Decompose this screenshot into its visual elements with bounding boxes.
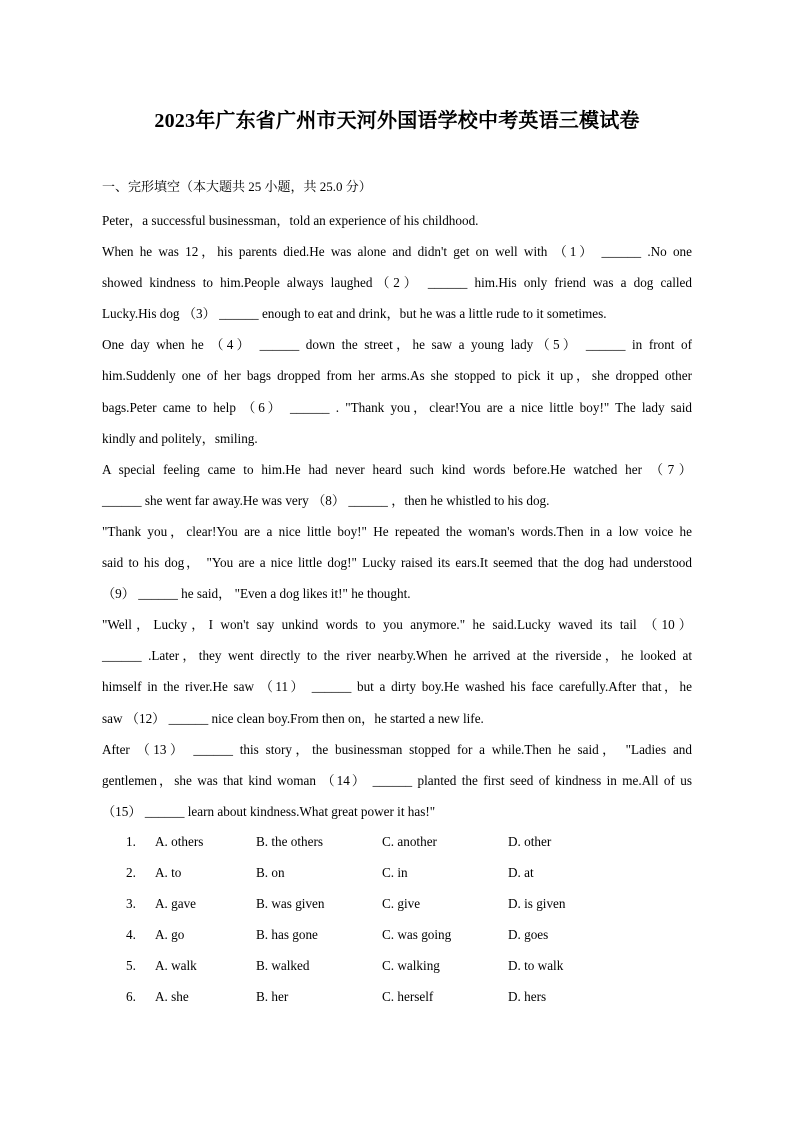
option-d: D. goes — [508, 927, 549, 943]
question-row — [102, 919, 662, 950]
passage-line: After （13） ______ this story，the businessman stopped for a while.Then he said， "Ladies and — [102, 741, 692, 757]
option-b: B. has gone — [256, 927, 318, 943]
passage-line: Lucky.His dog （3） ______ enough to eat and drink，but he was a little rude to it sometimes. — [102, 306, 607, 322]
question-row — [102, 888, 662, 919]
option-b: B. her — [256, 989, 289, 1005]
option-c: C. walking — [382, 958, 440, 974]
option-d: D. other — [508, 834, 552, 849]
passage-line: When he was 12，his parents died.He was alone and didn't get on well with （1） ______ .No one — [102, 244, 692, 260]
passage-line: gentlemen，she was that kind woman （14） ______ planted the first seed of kindness in me.All of us — [102, 772, 692, 788]
question-number: 6. — [126, 989, 136, 1005]
question-row — [102, 950, 662, 981]
question-number: 5. — [126, 958, 136, 974]
option-c: C. another — [382, 834, 437, 849]
option-b: B. on — [256, 865, 285, 881]
passage-line: Peter，a successful businessman，told an experience of his childhood. — [102, 213, 479, 228]
question-row — [102, 981, 662, 1012]
passage-line: saw （12） ______ nice clean boy.From then on，he started a new life. — [102, 710, 484, 726]
passage-line: （15） ______ learn about kindness.What great power it has!" — [102, 803, 436, 819]
passage-line: showed kindness to him.People always laughed（2） ______ him.His only friend was a dog called — [102, 275, 692, 291]
option-c: C. in — [382, 865, 408, 881]
passage-line: A special feeling came to him.He had never heard such kind words before.He watched her （7） — [102, 461, 692, 477]
question-number: 4. — [126, 927, 136, 943]
exam-title: 2023年广东省广州市天河外国语学校中考英语三模试卷 — [154, 110, 640, 132]
option-c: C. give — [382, 896, 421, 912]
option-b: B. the others — [256, 834, 324, 849]
option-c: C. was going — [382, 927, 452, 943]
question-row — [102, 826, 662, 857]
option-d: D. at — [508, 865, 534, 881]
passage-line: ______ .Later，they went directly to the river nearby.When he arrived at the riverside，he looked at — [102, 648, 692, 664]
question-number: 2. — [126, 865, 136, 881]
passage-line: himself in the river.He saw （11） ______ but a dirty boy.He washed his face carefully.After that，he — [102, 679, 692, 695]
option-a: A. gave — [155, 896, 197, 912]
option-a: A. to — [155, 865, 182, 881]
passage-line: kindly and politely，smiling. — [102, 430, 258, 446]
passage-line: "Thank you，clear!You are a nice little boy!" He repeated the woman's words.Then in a low voice he — [102, 523, 692, 539]
question-number: 3. — [126, 896, 136, 912]
option-b: B. walked — [256, 958, 310, 974]
option-a: A. go — [155, 927, 185, 943]
passage-line: One day when he （4） ______ down the street，he saw a young lady（5） ______ in front of — [102, 337, 692, 353]
option-d: D. is given — [508, 896, 566, 912]
question-row — [102, 857, 662, 888]
option-a: A. she — [155, 989, 189, 1005]
cloze-passage — [102, 205, 692, 827]
option-d: D. hers — [508, 989, 547, 1005]
section-heading: 一、完形填空（本大题共 25 小题，共 25.0 分） — [102, 179, 372, 194]
answer-options — [102, 826, 662, 1013]
passage-line: said to his dog， "You are a nice little dog!" Lucky raised its ears.It seemed that the dog had understood — [102, 555, 692, 571]
passage-line: ______ she went far away.He was very （8） ______ ，then he whistled to his dog. — [102, 492, 550, 508]
question-number: 1. — [126, 834, 136, 849]
passage-line: （9） ______ he said， "Even a dog likes it!" he thought. — [102, 586, 411, 602]
option-c: C. herself — [382, 989, 434, 1005]
passage-line: "Well，Lucky，I won't say unkind words to you anymore." he said.Lucky waved its tail （10） — [102, 617, 692, 633]
option-a: A. walk — [155, 958, 197, 974]
option-b: B. was given — [256, 896, 325, 912]
passage-line: him.Suddenly one of her bags dropped from her arms.As she stopped to pick it up，she dropped other — [102, 368, 692, 384]
option-a: A. others — [155, 834, 204, 849]
option-d: D. to walk — [508, 958, 564, 974]
passage-line: bags.Peter came to help （6） ______ . "Thank you，clear!You are a nice little boy!" The lady said — [102, 399, 692, 415]
